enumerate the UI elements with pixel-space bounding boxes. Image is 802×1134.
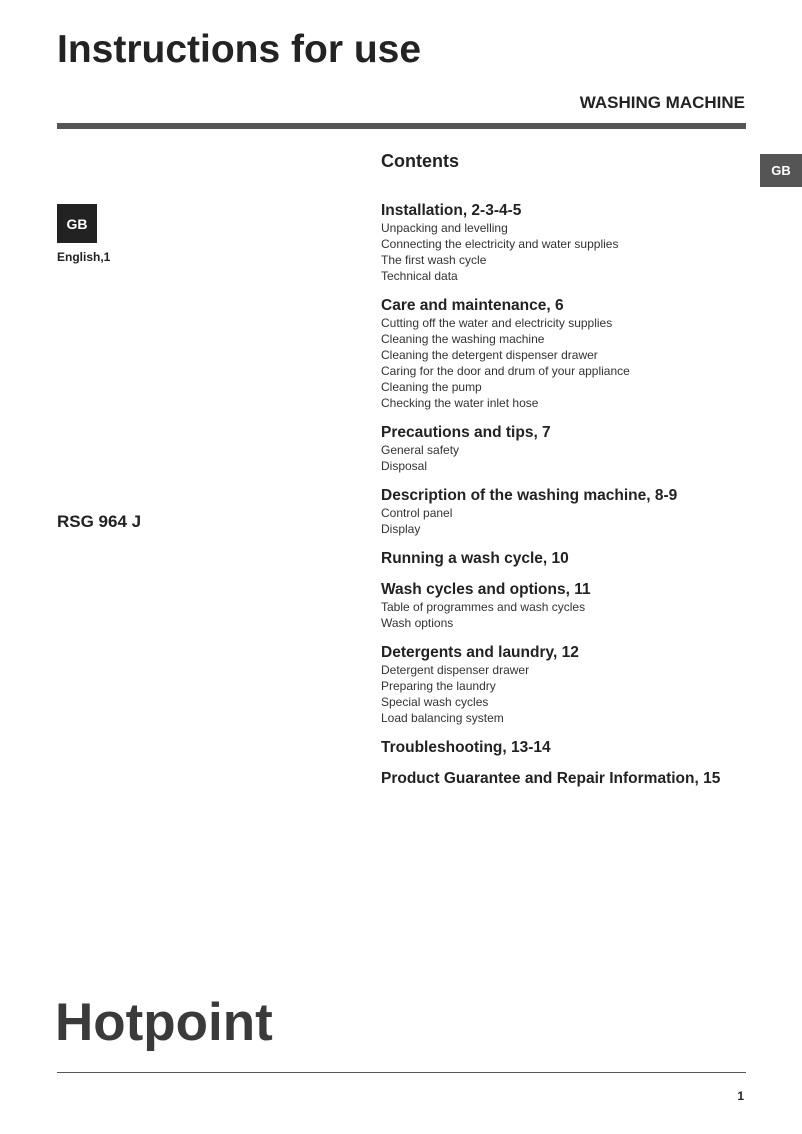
- product-type-label: WASHING MACHINE: [579, 93, 745, 112]
- page-number: 1: [737, 1089, 744, 1103]
- toc-subitem[interactable]: Control panel: [381, 506, 453, 520]
- toc-section-title[interactable]: Description of the washing machine, 8-9: [381, 487, 678, 504]
- toc-subitem[interactable]: Unpacking and levelling: [381, 221, 508, 235]
- toc-subitem[interactable]: Special wash cycles: [381, 695, 489, 709]
- toc-subitem[interactable]: Table of programmes and wash cycles: [381, 600, 586, 614]
- page-title: Instructions for use: [57, 28, 422, 71]
- toc-subitem[interactable]: General safety: [381, 443, 460, 457]
- toc-section: [381, 296, 791, 411]
- footer-divider: [57, 1072, 746, 1073]
- toc-section-title[interactable]: Detergents and laundry, 12: [381, 644, 579, 661]
- table-of-contents: [381, 201, 791, 800]
- toc-section-title[interactable]: Installation, 2-3-4-5: [381, 202, 522, 219]
- toc-subitem[interactable]: Wash options: [381, 616, 454, 630]
- toc-section-title[interactable]: Precautions and tips, 7: [381, 424, 551, 441]
- toc-section: [381, 769, 791, 788]
- language-badge[interactable]: GB: [57, 204, 97, 243]
- toc-subitem[interactable]: Connecting the electricity and water supplies: [381, 237, 619, 251]
- toc-section: [381, 580, 791, 631]
- language-page-label: English,1: [57, 250, 111, 264]
- toc-subitem[interactable]: Disposal: [381, 459, 428, 473]
- language-side-tab[interactable]: GB: [760, 154, 802, 187]
- hotpoint-logo: Hotpoint: [55, 993, 273, 1052]
- toc-section: [381, 486, 791, 537]
- toc-subitem[interactable]: The first wash cycle: [381, 253, 487, 267]
- toc-section: [381, 423, 791, 474]
- toc-subitem[interactable]: Cleaning the pump: [381, 380, 482, 394]
- toc-subitem[interactable]: Detergent dispenser drawer: [381, 663, 530, 677]
- contents-heading: Contents: [381, 151, 459, 171]
- toc-section-title[interactable]: Wash cycles and options, 11: [381, 581, 591, 598]
- toc-subitem[interactable]: Cleaning the detergent dispenser drawer: [381, 348, 598, 362]
- toc-section: [381, 549, 791, 568]
- toc-subitem[interactable]: Checking the water inlet hose: [381, 396, 539, 410]
- header-divider: [57, 123, 746, 129]
- toc-section: [381, 201, 791, 284]
- toc-subitem[interactable]: Preparing the laundry: [381, 679, 496, 693]
- toc-subitem[interactable]: Load balancing system: [381, 711, 504, 725]
- toc-section-title[interactable]: Care and maintenance, 6: [381, 297, 564, 314]
- toc-subitem[interactable]: Caring for the door and drum of your appliance: [381, 364, 630, 378]
- toc-section-title[interactable]: Running a wash cycle, 10: [381, 550, 569, 567]
- toc-subitem[interactable]: Cleaning the washing machine: [381, 332, 545, 346]
- toc-section-title[interactable]: Troubleshooting, 13-14: [381, 739, 551, 756]
- toc-subitem[interactable]: Cutting off the water and electricity supplies: [381, 316, 613, 330]
- model-number: RSG 964 J: [57, 512, 142, 531]
- toc-subitem[interactable]: Display: [381, 522, 421, 536]
- toc-section: [381, 643, 791, 726]
- toc-section: [381, 738, 791, 757]
- toc-section-title[interactable]: Product Guarantee and Repair Information, 15: [381, 770, 721, 787]
- toc-subitem[interactable]: Technical data: [381, 269, 458, 283]
